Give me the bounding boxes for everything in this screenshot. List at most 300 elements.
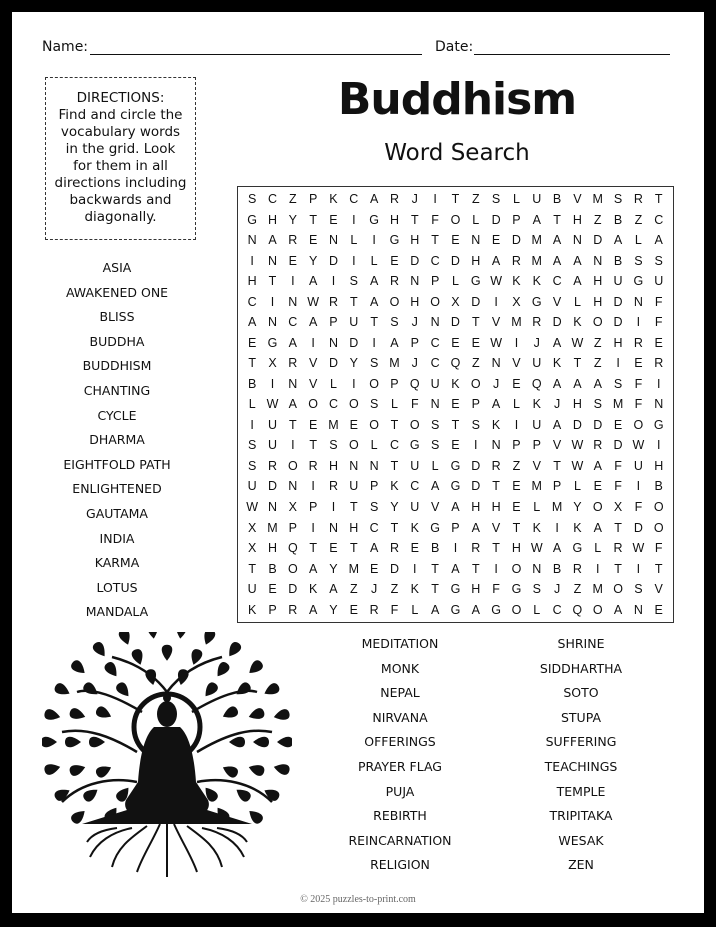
grid-cell[interactable]: S	[247, 438, 257, 453]
grid-cell[interactable]: A	[593, 376, 602, 391]
grid-cell[interactable]: H	[389, 212, 399, 227]
grid-cell[interactable]: C	[552, 274, 562, 289]
grid-cell[interactable]: U	[532, 192, 542, 207]
grid-cell[interactable]: T	[654, 561, 663, 576]
grid-cell[interactable]: A	[451, 499, 460, 514]
grid-cell[interactable]: O	[287, 561, 298, 576]
grid-cell[interactable]: D	[267, 479, 277, 494]
grid-cell[interactable]: L	[533, 602, 541, 617]
grid-cell[interactable]: D	[349, 335, 359, 350]
grid-cell[interactable]: O	[409, 417, 420, 432]
grid-cell[interactable]: G	[369, 212, 379, 227]
grid-cell[interactable]: X	[613, 499, 623, 514]
grid-cell[interactable]: F	[410, 397, 419, 412]
grid-cell[interactable]: R	[532, 315, 542, 330]
grid-cell[interactable]: Q	[450, 356, 461, 371]
grid-cell[interactable]: L	[533, 499, 541, 514]
grid-cell[interactable]: H	[593, 294, 603, 309]
grid-cell[interactable]: T	[451, 417, 460, 432]
grid-cell[interactable]: A	[654, 233, 663, 248]
grid-cell[interactable]: P	[308, 192, 318, 207]
grid-cell[interactable]: U	[430, 376, 440, 391]
grid-cell[interactable]: D	[593, 233, 603, 248]
grid-cell[interactable]: D	[389, 561, 399, 576]
grid-cell[interactable]: O	[348, 438, 359, 453]
grid-cell[interactable]: O	[613, 582, 623, 597]
grid-cell[interactable]: K	[532, 274, 541, 289]
grid-cell[interactable]: N	[654, 397, 664, 412]
grid-cell[interactable]: O	[308, 397, 319, 412]
grid-cell[interactable]: D	[572, 417, 582, 432]
grid-cell[interactable]: C	[369, 520, 379, 535]
grid-cell[interactable]: I	[270, 294, 275, 309]
grid-cell[interactable]: N	[532, 561, 542, 576]
grid-cell[interactable]: B	[613, 253, 623, 268]
grid-cell[interactable]: V	[308, 356, 318, 371]
grid-cell[interactable]: T	[390, 520, 399, 535]
grid-cell[interactable]: T	[410, 212, 419, 227]
grid-cell[interactable]: X	[451, 294, 460, 309]
grid-cell[interactable]: T	[248, 356, 256, 371]
grid-cell[interactable]: K	[573, 315, 582, 330]
grid-cell[interactable]: P	[471, 397, 480, 412]
grid-cell[interactable]: F	[654, 315, 663, 330]
grid-cell[interactable]: L	[594, 541, 602, 556]
grid-cell[interactable]: A	[491, 397, 501, 412]
grid-cell[interactable]: A	[451, 561, 460, 576]
grid-cell[interactable]: D	[613, 294, 623, 309]
grid-cell[interactable]: H	[267, 212, 277, 227]
grid-cell[interactable]: L	[248, 397, 256, 412]
grid-cell[interactable]: K	[451, 376, 460, 391]
grid-cell[interactable]: E	[634, 356, 643, 371]
grid-cell[interactable]: O	[633, 417, 644, 432]
grid-cell[interactable]: D	[633, 520, 643, 535]
grid-cell[interactable]: D	[328, 253, 338, 268]
grid-cell[interactable]: I	[494, 561, 498, 576]
grid-cell[interactable]: L	[370, 438, 378, 453]
grid-cell[interactable]: S	[613, 376, 623, 391]
grid-cell[interactable]: P	[308, 499, 318, 514]
grid-cell[interactable]: T	[553, 212, 561, 227]
grid-cell[interactable]: M	[531, 253, 542, 268]
grid-cell[interactable]: B	[552, 192, 562, 207]
grid-cell[interactable]: X	[288, 499, 297, 514]
date-field-line[interactable]	[474, 54, 670, 55]
grid-cell[interactable]: G	[450, 602, 461, 617]
grid-cell[interactable]: F	[614, 479, 622, 494]
grid-cell[interactable]: D	[288, 582, 298, 597]
grid-cell[interactable]: Z	[390, 582, 399, 597]
grid-cell[interactable]: A	[329, 582, 338, 597]
grid-cell[interactable]: C	[328, 397, 338, 412]
grid-cell[interactable]: S	[390, 315, 399, 330]
grid-cell[interactable]: C	[654, 212, 664, 227]
grid-cell[interactable]: Z	[471, 192, 480, 207]
grid-cell[interactable]: E	[654, 602, 663, 617]
grid-cell[interactable]: D	[471, 458, 481, 473]
grid-cell[interactable]: I	[372, 233, 376, 248]
grid-cell[interactable]: Y	[288, 212, 297, 227]
grid-cell[interactable]: R	[328, 479, 338, 494]
grid-cell[interactable]: T	[492, 541, 500, 556]
grid-cell[interactable]: O	[369, 417, 379, 432]
grid-cell[interactable]: L	[370, 253, 378, 268]
grid-cell[interactable]: K	[247, 602, 257, 617]
grid-cell[interactable]: P	[288, 520, 297, 535]
grid-cell[interactable]: O	[369, 376, 379, 391]
grid-cell[interactable]: A	[288, 335, 297, 350]
grid-cell[interactable]: N	[267, 315, 277, 330]
grid-cell[interactable]: N	[633, 294, 643, 309]
grid-cell[interactable]: H	[593, 274, 603, 289]
grid-cell[interactable]: E	[654, 335, 663, 350]
grid-cell[interactable]: U	[532, 356, 542, 371]
grid-cell[interactable]: W	[490, 274, 502, 289]
grid-cell[interactable]: L	[411, 602, 419, 617]
grid-cell[interactable]: F	[390, 602, 399, 617]
grid-cell[interactable]: A	[573, 253, 582, 268]
grid-cell[interactable]: O	[348, 397, 359, 412]
grid-cell[interactable]: U	[532, 417, 542, 432]
grid-cell[interactable]: N	[633, 602, 643, 617]
grid-cell[interactable]: D	[471, 479, 481, 494]
grid-cell[interactable]: A	[308, 274, 318, 289]
grid-cell[interactable]: E	[491, 233, 501, 248]
grid-cell[interactable]: K	[532, 397, 541, 412]
grid-cell[interactable]: X	[247, 541, 257, 556]
grid-cell[interactable]: T	[451, 192, 460, 207]
grid-cell[interactable]: I	[311, 335, 315, 350]
grid-cell[interactable]: W	[530, 541, 543, 556]
grid-cell[interactable]: Y	[329, 561, 338, 576]
grid-cell[interactable]: N	[491, 438, 501, 453]
grid-cell[interactable]: E	[451, 335, 460, 350]
grid-cell[interactable]: N	[247, 233, 257, 248]
grid-cell[interactable]: Z	[573, 582, 582, 597]
grid-cell[interactable]: N	[328, 520, 338, 535]
grid-cell[interactable]: Y	[349, 356, 358, 371]
grid-cell[interactable]: I	[250, 417, 254, 432]
grid-cell[interactable]: H	[471, 499, 481, 514]
grid-cell[interactable]: A	[471, 520, 480, 535]
grid-cell[interactable]: X	[247, 520, 257, 535]
grid-cell[interactable]: P	[512, 212, 521, 227]
grid-cell[interactable]: I	[291, 438, 295, 453]
grid-cell[interactable]: L	[573, 479, 581, 494]
grid-cell[interactable]: C	[349, 192, 359, 207]
grid-cell[interactable]: E	[613, 417, 623, 432]
grid-cell[interactable]: N	[430, 397, 440, 412]
grid-cell[interactable]: I	[311, 479, 315, 494]
grid-cell[interactable]: F	[431, 212, 439, 227]
grid-cell[interactable]: I	[372, 335, 376, 350]
grid-cell[interactable]: T	[553, 458, 561, 473]
grid-cell[interactable]: J	[371, 582, 378, 597]
grid-cell[interactable]: A	[308, 315, 318, 330]
grid-cell[interactable]: I	[270, 376, 275, 391]
grid-cell[interactable]: L	[350, 233, 358, 248]
grid-cell[interactable]: K	[410, 582, 419, 597]
grid-cell[interactable]: H	[349, 520, 359, 535]
grid-cell[interactable]: A	[369, 192, 379, 207]
grid-cell[interactable]: R	[308, 458, 318, 473]
grid-cell[interactable]: E	[329, 212, 338, 227]
grid-cell[interactable]: N	[288, 479, 298, 494]
grid-cell[interactable]: R	[389, 192, 399, 207]
grid-cell[interactable]: G	[470, 274, 481, 289]
grid-cell[interactable]: I	[636, 479, 641, 494]
grid-cell[interactable]: S	[369, 356, 379, 371]
grid-cell[interactable]: A	[613, 602, 623, 617]
grid-cell[interactable]: C	[267, 192, 277, 207]
grid-cell[interactable]: A	[552, 376, 562, 391]
grid-cell[interactable]: F	[654, 541, 663, 556]
grid-cell[interactable]: E	[288, 253, 297, 268]
grid-cell[interactable]: W	[490, 335, 502, 350]
grid-cell[interactable]: U	[247, 479, 257, 494]
grid-cell[interactable]: S	[247, 192, 257, 207]
grid-cell[interactable]: U	[267, 417, 277, 432]
grid-cell[interactable]: I	[514, 335, 519, 350]
grid-cell[interactable]: B	[654, 479, 663, 494]
grid-cell[interactable]: A	[308, 561, 318, 576]
grid-cell[interactable]: U	[410, 499, 420, 514]
grid-cell[interactable]: O	[592, 499, 603, 514]
grid-cell[interactable]: Q	[572, 602, 583, 617]
grid-cell[interactable]: A	[573, 274, 582, 289]
grid-cell[interactable]: D	[328, 356, 338, 371]
grid-cell[interactable]: U	[267, 438, 277, 453]
grid-cell[interactable]: P	[512, 438, 521, 453]
grid-cell[interactable]: R	[633, 192, 643, 207]
grid-cell[interactable]: V	[491, 520, 501, 535]
grid-cell[interactable]: I	[331, 499, 336, 514]
grid-cell[interactable]: P	[268, 602, 277, 617]
grid-cell[interactable]: D	[552, 315, 562, 330]
grid-cell[interactable]: E	[390, 253, 399, 268]
grid-cell[interactable]: Z	[593, 212, 602, 227]
grid-cell[interactable]: T	[349, 294, 358, 309]
grid-cell[interactable]: A	[552, 541, 562, 556]
grid-cell[interactable]: A	[369, 274, 379, 289]
grid-cell[interactable]: T	[248, 561, 256, 576]
grid-cell[interactable]: J	[533, 335, 540, 350]
grid-cell[interactable]: G	[409, 438, 420, 453]
grid-cell[interactable]: T	[471, 315, 480, 330]
grid-cell[interactable]: E	[308, 233, 318, 248]
grid-cell[interactable]: A	[247, 315, 257, 330]
grid-cell[interactable]: T	[573, 356, 582, 371]
grid-cell[interactable]: R	[633, 335, 643, 350]
grid-cell[interactable]: A	[369, 294, 379, 309]
grid-cell[interactable]: M	[389, 356, 400, 371]
grid-cell[interactable]: T	[309, 541, 317, 556]
grid-cell[interactable]: A	[593, 520, 602, 535]
grid-cell[interactable]: V	[512, 356, 521, 371]
grid-cell[interactable]: T	[309, 212, 317, 227]
grid-cell[interactable]: A	[552, 233, 562, 248]
grid-cell[interactable]: Z	[512, 458, 521, 473]
grid-cell[interactable]: U	[654, 274, 664, 289]
grid-cell[interactable]: J	[553, 582, 561, 597]
grid-cell[interactable]: M	[592, 582, 603, 597]
grid-cell[interactable]: M	[267, 520, 278, 535]
grid-cell[interactable]: M	[612, 397, 624, 412]
grid-cell[interactable]: K	[512, 274, 521, 289]
grid-cell[interactable]: J	[411, 315, 418, 330]
grid-cell[interactable]: T	[492, 479, 500, 494]
grid-cell[interactable]: I	[656, 438, 661, 453]
grid-cell[interactable]: V	[573, 192, 582, 207]
grid-cell[interactable]: Y	[329, 602, 338, 617]
grid-cell[interactable]: E	[247, 335, 257, 350]
grid-cell[interactable]: O	[430, 294, 440, 309]
grid-cell[interactable]: I	[636, 315, 641, 330]
grid-cell[interactable]: R	[572, 561, 582, 576]
grid-cell[interactable]: Z	[634, 212, 643, 227]
grid-cell[interactable]: I	[616, 356, 620, 371]
grid-cell[interactable]: G	[450, 458, 461, 473]
grid-cell[interactable]: P	[451, 520, 460, 535]
grid-cell[interactable]: R	[593, 438, 603, 453]
grid-cell[interactable]: R	[288, 602, 298, 617]
grid-cell[interactable]: R	[613, 541, 623, 556]
grid-cell[interactable]: D	[450, 253, 460, 268]
grid-cell[interactable]: P	[329, 315, 338, 330]
grid-cell[interactable]: N	[491, 356, 501, 371]
grid-cell[interactable]: S	[593, 397, 602, 412]
grid-cell[interactable]: K	[532, 520, 541, 535]
grid-cell[interactable]: V	[308, 376, 318, 391]
grid-cell[interactable]: N	[572, 233, 582, 248]
grid-cell[interactable]: C	[430, 253, 440, 268]
grid-cell[interactable]: D	[593, 417, 603, 432]
word-search-grid[interactable]	[237, 186, 674, 623]
grid-cell[interactable]: S	[430, 438, 440, 453]
grid-cell[interactable]: S	[247, 458, 257, 473]
grid-cell[interactable]: T	[614, 561, 622, 576]
grid-cell[interactable]: Z	[471, 356, 480, 371]
grid-cell[interactable]: E	[451, 233, 460, 248]
grid-cell[interactable]: I	[352, 212, 356, 227]
name-field-line[interactable]	[90, 54, 422, 55]
grid-cell[interactable]: H	[613, 335, 623, 350]
grid-cell[interactable]: I	[433, 192, 437, 207]
grid-cell[interactable]: S	[369, 397, 379, 412]
grid-cell[interactable]: S	[471, 417, 480, 432]
grid-cell[interactable]: K	[410, 520, 419, 535]
grid-cell[interactable]: F	[614, 458, 622, 473]
grid-cell[interactable]: I	[453, 541, 458, 556]
grid-cell[interactable]: O	[592, 315, 603, 330]
grid-cell[interactable]: O	[389, 294, 400, 309]
grid-cell[interactable]: I	[474, 438, 478, 453]
grid-cell[interactable]: T	[268, 274, 277, 289]
grid-cell[interactable]: R	[288, 356, 298, 371]
grid-cell[interactable]: F	[634, 397, 643, 412]
grid-cell[interactable]: V	[532, 458, 541, 473]
grid-cell[interactable]: E	[369, 561, 379, 576]
grid-cell[interactable]: T	[431, 233, 439, 248]
grid-cell[interactable]: O	[653, 520, 664, 535]
grid-cell[interactable]: B	[552, 561, 562, 576]
grid-cell[interactable]: Y	[573, 499, 582, 514]
grid-cell[interactable]: E	[308, 417, 318, 432]
grid-cell[interactable]: F	[492, 582, 500, 597]
grid-cell[interactable]: E	[512, 376, 521, 391]
grid-cell[interactable]: X	[268, 356, 277, 371]
grid-cell[interactable]: U	[633, 458, 643, 473]
grid-cell[interactable]: G	[267, 335, 278, 350]
grid-cell[interactable]: U	[247, 582, 257, 597]
grid-cell[interactable]: T	[654, 192, 663, 207]
grid-cell[interactable]: H	[654, 458, 664, 473]
grid-cell[interactable]: Z	[593, 335, 602, 350]
grid-cell[interactable]: E	[268, 582, 277, 597]
grid-cell[interactable]: B	[613, 212, 623, 227]
grid-cell[interactable]: G	[633, 274, 644, 289]
grid-cell[interactable]: T	[289, 417, 297, 432]
grid-cell[interactable]: N	[430, 315, 440, 330]
grid-cell[interactable]: N	[267, 253, 277, 268]
grid-cell[interactable]: G	[572, 541, 583, 556]
grid-cell[interactable]: I	[291, 274, 295, 289]
grid-cell[interactable]: W	[307, 294, 320, 309]
grid-cell[interactable]: A	[390, 335, 399, 350]
grid-cell[interactable]: L	[512, 397, 520, 412]
grid-cell[interactable]: W	[632, 438, 645, 453]
grid-cell[interactable]: A	[552, 253, 562, 268]
grid-cell[interactable]: A	[593, 458, 602, 473]
grid-cell[interactable]: I	[555, 520, 559, 535]
grid-cell[interactable]: G	[531, 294, 542, 309]
grid-cell[interactable]: I	[311, 520, 315, 535]
grid-cell[interactable]: U	[349, 479, 359, 494]
grid-cell[interactable]: W	[632, 541, 645, 556]
grid-cell[interactable]: Y	[390, 499, 399, 514]
grid-cell[interactable]: K	[390, 479, 399, 494]
grid-cell[interactable]: K	[329, 192, 338, 207]
grid-cell[interactable]: N	[349, 458, 359, 473]
grid-cell[interactable]: U	[349, 315, 359, 330]
grid-cell[interactable]: C	[389, 438, 399, 453]
grid-cell[interactable]: E	[451, 438, 460, 453]
grid-cell[interactable]: S	[329, 438, 338, 453]
grid-cell[interactable]: I	[331, 274, 336, 289]
grid-cell[interactable]: C	[552, 602, 562, 617]
grid-cell[interactable]: T	[431, 582, 439, 597]
grid-cell[interactable]: Z	[593, 356, 602, 371]
grid-cell[interactable]: M	[531, 479, 542, 494]
grid-cell[interactable]: A	[532, 212, 541, 227]
grid-cell[interactable]: G	[653, 417, 664, 432]
grid-cell[interactable]: E	[512, 499, 521, 514]
grid-cell[interactable]: Q	[287, 541, 298, 556]
grid-cell[interactable]: M	[348, 561, 360, 576]
grid-cell[interactable]: S	[634, 253, 643, 268]
grid-cell[interactable]: E	[410, 541, 419, 556]
grid-cell[interactable]: M	[592, 192, 603, 207]
grid-cell[interactable]: S	[369, 499, 379, 514]
grid-cell[interactable]: C	[288, 315, 298, 330]
grid-cell[interactable]: D	[613, 315, 623, 330]
grid-cell[interactable]: Z	[289, 192, 297, 207]
grid-cell[interactable]: K	[552, 356, 562, 371]
grid-cell[interactable]: F	[634, 376, 643, 391]
grid-cell[interactable]: F	[634, 499, 643, 514]
grid-cell[interactable]: T	[512, 520, 521, 535]
